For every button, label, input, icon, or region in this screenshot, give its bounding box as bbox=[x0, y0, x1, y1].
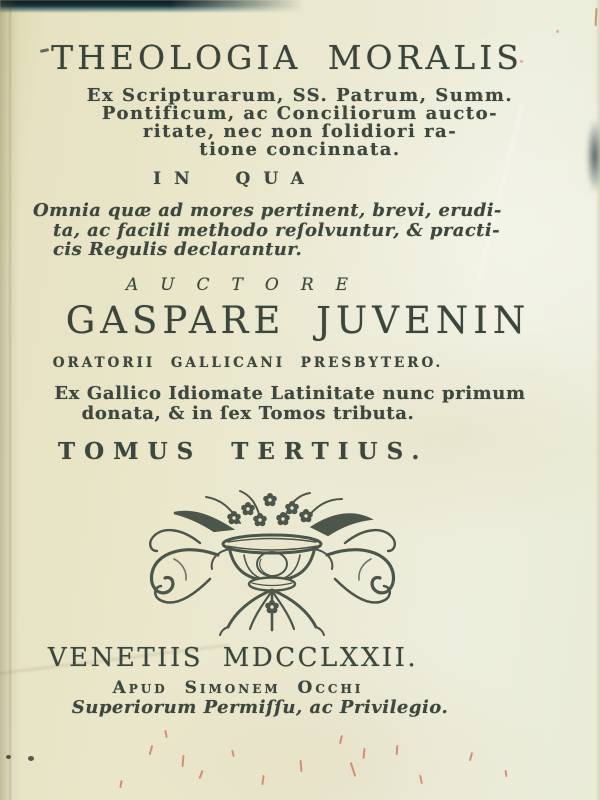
subtitle-line: Ex Scripturarum, SS. Patrum, Summ. bbox=[86, 85, 514, 106]
gutter-crease bbox=[9, 0, 11, 800]
edition-line: donata, & in ſex Tomos tributa. bbox=[81, 403, 415, 424]
subtitle-line: ritate, nec non ſolidiori ra- bbox=[142, 121, 458, 142]
subtitle-line: tione concinnata. bbox=[199, 139, 401, 160]
volume-heading: TOMUS TERTIUS. bbox=[58, 438, 429, 465]
edition-note bbox=[30, 384, 550, 424]
author-name: GASPARE JUVENIN bbox=[65, 299, 531, 342]
subtitle-line: Pontificum, ac Conciliorum aucto- bbox=[101, 103, 499, 124]
description-line: Omnia quæ ad mores pertinent, brevi, erudi- bbox=[33, 200, 502, 221]
ink-spot bbox=[28, 756, 34, 761]
page-title: THEOLOGIA MORALIS bbox=[51, 38, 523, 77]
imprint-publisher: Apud Simonem Occhi bbox=[112, 678, 364, 698]
scan-top-edge-shadow bbox=[0, 0, 310, 13]
author-label: AUCTORE bbox=[125, 275, 371, 295]
description-paragraph bbox=[33, 201, 573, 260]
imprint-privilege: Superiorum Permiſſu, ac Privilegio. bbox=[71, 697, 449, 718]
author-title: ORATORII GALLICANI PRESBYTERO. bbox=[52, 355, 444, 371]
ink-spot bbox=[6, 755, 11, 759]
floral-urn-ornament bbox=[140, 487, 405, 637]
section-heading: IN QUA bbox=[153, 169, 317, 189]
edition-line: Ex Gallico Idiomate Latinitate nunc primum bbox=[54, 383, 526, 404]
description-line: ta, ac facili methodo reſolvuntur, & practi- bbox=[53, 219, 501, 241]
imprint-place-year: VENETIIS MDCCLXXII. bbox=[47, 643, 419, 673]
page-right-edge bbox=[595, 0, 600, 800]
description-line: cis Regulis declarantur. bbox=[53, 239, 303, 260]
